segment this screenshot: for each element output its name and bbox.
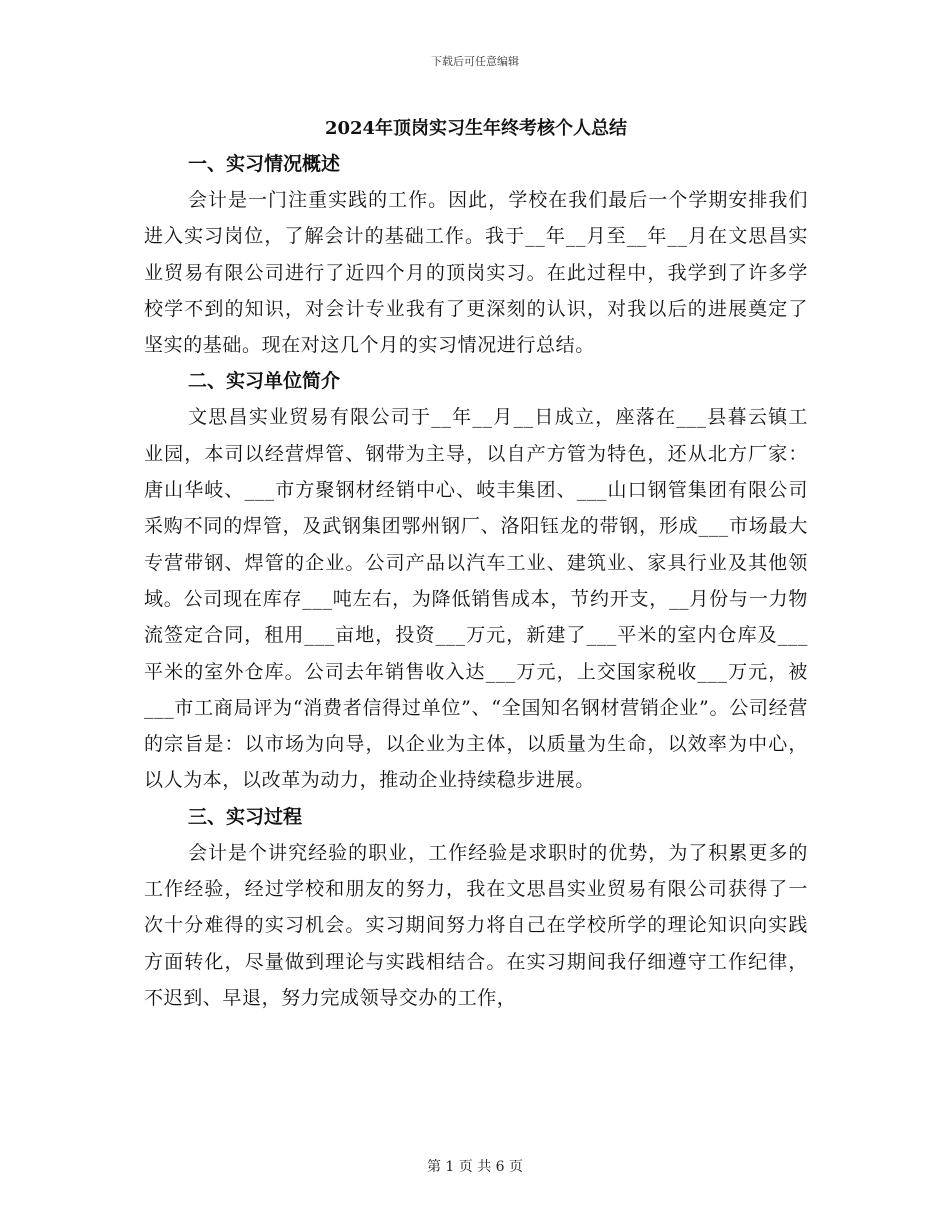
section-heading-internship-process: 三、实习过程	[188, 805, 303, 828]
section-paragraph-overview: 会计是一门注重实践的工作。因此，学校在我们最后一个学期安排我们进入实习岗位，了解会计的基础工作。我于__年__月至__年__月在文思昌实业贸易有限公司进行了近四个月的顶岗实习。在此过程中，我学到了许多学校学不到的知识，对会计专业我有了更深刻的认识，对我以后的进展奠定了坚实的基础。现在对这几个月的实习情况进行总结。	[144, 189, 808, 357]
section-heading-company-intro: 二、实习单位简介	[188, 370, 341, 393]
page-header-note: 下载后可任意编辑	[431, 55, 519, 68]
page-number-footer: 第 1 页 共 6 页	[426, 1159, 524, 1175]
document-body	[144, 112, 808, 1016]
document-title: 2024年顶岗实习生年终考核个人总结	[324, 118, 628, 139]
section-paragraph-company-intro: 文思昌实业贸易有限公司于__年__月__日成立，座落在___县暮云镇工业园，本司以经营焊管、钢带为主导，以自产方管为特色，还从北方厂家：唐山华岐、___市方聚钢材经销中心、岐丰集团、___山口钢管集团有限公司采购不同的焊管，及武钢集团鄂州钢厂、洛阳钰龙的带钢，形成___市场最大专营带钢、焊管的企业。公司产品以汽车工业、建筑业、家具行业及其他领域。公司现在库存___吨左右，为降低销售成本，节约开支，__月份与一力物流签定合同，租用___亩地，投资___万元，新建了___平米的室内仓库及___平米的室外仓库。公司去年销售收入达___万元，上交国家税收___万元，被___市工商局评为“消费者信得过单位”、“全国知名钢材营销企业”。公司经营的宗旨是：以市场为向导，以企业为主体，以质量为生命，以效率为中心，以人为本，以改革为动力，推动企业持续稳步进展。	[144, 406, 808, 792]
section-heading-overview: 一、实习情况概述	[188, 153, 341, 175]
section-paragraph-internship-process: 会计是个讲究经验的职业，工作经验是求职时的优势，为了积累更多的工作经验，经过学校和朋友的努力，我在文思昌实业贸易有限公司获得了一次十分难得的实习机会。实习期间努力将自己在学校所学的理论知识向实践方面转化，尽量做到理论与实践相结合。在实习期间我仔细遵守工作纪律，不迟到、早退，努力完成领导交办的工作，	[144, 841, 808, 1009]
